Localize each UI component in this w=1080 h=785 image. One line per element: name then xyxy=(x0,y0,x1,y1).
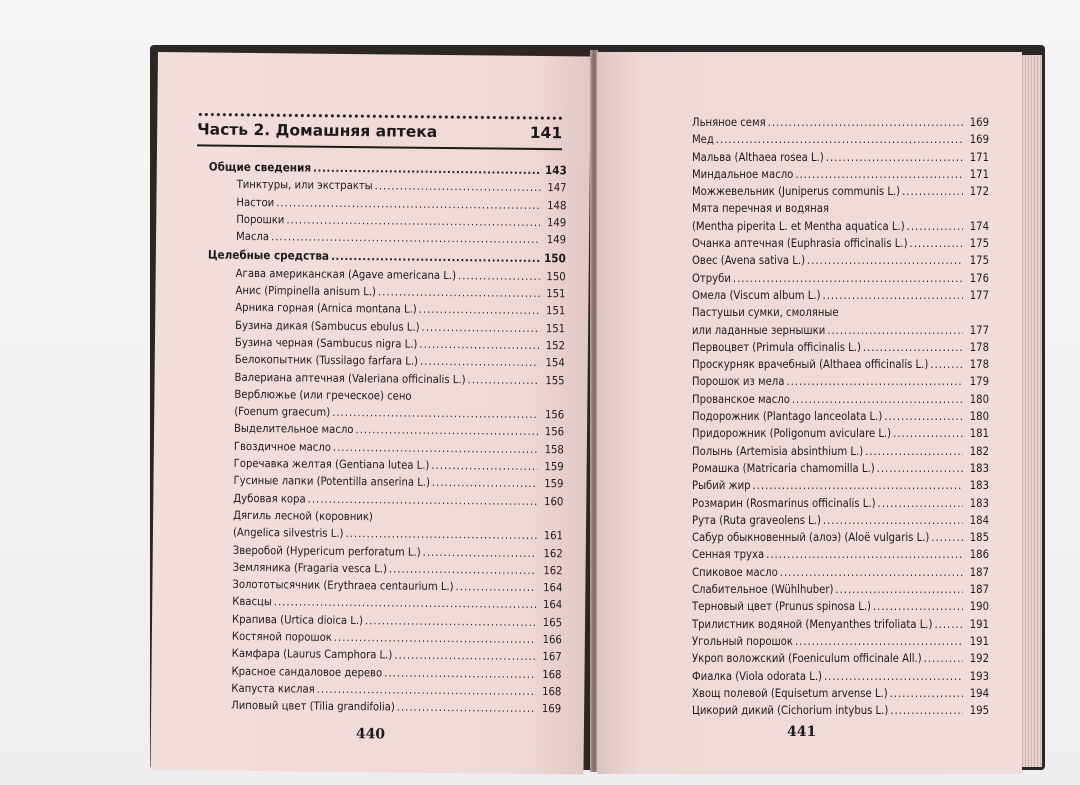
toc-leader-dots xyxy=(910,235,964,252)
toc-entry-page: 149 xyxy=(546,215,567,230)
toc-entry-title: Полынь (Artemisia absinthium L.) xyxy=(692,444,864,458)
toc-entry xyxy=(664,218,989,235)
toc-entry-title: Хвощ полевой (Equisetum arvense L.) xyxy=(692,686,888,700)
toc-entry-page: 169 xyxy=(969,133,989,147)
toc-entry xyxy=(664,598,989,615)
toc-leader-dots xyxy=(884,408,963,425)
toc-entry xyxy=(664,546,989,563)
part-page: 141 xyxy=(529,123,563,143)
toc-entry xyxy=(664,391,989,408)
toc-entry-page: 177 xyxy=(969,323,989,337)
toc-entry-title: Пастушьи сумки, смоляные xyxy=(692,306,839,320)
toc-entry-page: 175 xyxy=(969,237,989,251)
toc-entry-title: Можжевельник (Juniperus communis L.) xyxy=(692,185,901,199)
toc-entry-title: Придорожник (Poligonum aviculare L.) xyxy=(692,427,892,441)
toc-entry-page: 187 xyxy=(969,583,989,597)
toc-entry-page: 179 xyxy=(969,375,989,389)
toc-entry-title: Омела (Viscum album L.) xyxy=(692,288,821,302)
toc-leader-dots xyxy=(907,218,963,235)
toc-leader-dots xyxy=(931,529,963,546)
toc-leader-dots xyxy=(865,443,963,460)
toc-entry xyxy=(664,270,989,287)
toc-entry-title: Порошок из мела xyxy=(692,375,785,389)
toc-entry xyxy=(664,702,989,719)
toc-entry-title: Проскурняк врачебный (Althaea officinalis L.) xyxy=(692,358,929,372)
toc-entry-page: 190 xyxy=(969,600,989,614)
toc-entry xyxy=(664,616,989,633)
toc-entry-page: 167 xyxy=(542,650,562,664)
toc-leader-dots xyxy=(768,114,963,131)
toc-entry-page: 159 xyxy=(544,460,564,474)
toc-entry-page: 151 xyxy=(546,287,566,301)
toc-entry-title: Рута (Ruta graveolens L.) xyxy=(692,513,821,527)
toc-entry-page: 169 xyxy=(541,702,562,716)
toc-entry-page: 147 xyxy=(547,181,567,195)
toc-leader-dots xyxy=(873,598,963,615)
toc-leader-dots xyxy=(826,149,963,166)
toc-entry-title: Мальва (Althaea rosea L.) xyxy=(692,150,824,164)
toc-leader-dots xyxy=(397,699,536,718)
toc-leader-dots xyxy=(786,373,963,390)
toc-entry-page: 151 xyxy=(546,304,566,318)
toc-leader-dots xyxy=(877,460,963,477)
toc-leader-dots xyxy=(924,650,963,667)
toc-entry-page: 183 xyxy=(969,479,989,493)
toc-leader-dots xyxy=(893,425,963,442)
toc-entry-page: 192 xyxy=(969,652,989,666)
toc-leader-dots xyxy=(271,228,540,248)
toc-leader-dots xyxy=(934,616,963,633)
toc-leader-dots xyxy=(835,581,963,598)
toc-entry-page: 155 xyxy=(545,373,565,387)
toc-entry-page: 165 xyxy=(542,615,563,629)
toc-entry-title: Порошки xyxy=(236,212,285,227)
toc-entry-title: Липовый цвет (Tilia grandifolia) xyxy=(231,699,395,714)
toc-entry-title: Подорожник (Plantago lanceolata L.) xyxy=(692,410,883,424)
toc-entry-title: Спиковое масло xyxy=(692,565,778,579)
toc-entry xyxy=(203,697,561,718)
toc-entry xyxy=(664,287,989,304)
toc-leader-dots xyxy=(890,702,963,719)
toc-leader-dots xyxy=(753,477,964,494)
toc-leader-dots xyxy=(345,525,537,544)
toc-entry-title: Мед xyxy=(692,133,714,147)
toc-entry-title: Первоцвет (Primula officinalis L.) xyxy=(692,340,861,354)
toc-entry xyxy=(664,460,989,477)
toc-entry-title: Верблюжье (или греческое) сено xyxy=(234,387,412,403)
toc-entry-title: Целебные средства xyxy=(207,248,330,264)
toc-entry-page: 182 xyxy=(969,444,989,458)
toc-entry-title: Укроп воложский (Foeniculum officinale All.) xyxy=(692,652,922,666)
toc-entry-title: Розмарин (Rosmarinus officinalis L.) xyxy=(692,496,876,510)
toc-entry-title: Бузина черная (Sambucus nigra L.) xyxy=(234,335,418,351)
toc-entry-title: Слабительное (Wühlhuber) xyxy=(692,583,834,597)
toc-entry-title: Фиалка (Viola odorata L.) xyxy=(692,669,822,683)
toc-entry-page: 166 xyxy=(542,633,562,647)
toc-entry-title: Цикорий дикий (Cichorium intybus L.) xyxy=(692,704,889,718)
toc-leader-dots xyxy=(458,267,540,285)
toc-entry-title: Сенная труха xyxy=(692,548,765,562)
toc-leader-dots xyxy=(332,404,538,423)
part-title: Часть 2. Домашняя аптека xyxy=(197,120,438,141)
toc-entry-title: Отруби xyxy=(692,271,731,285)
toc-entry-page: 150 xyxy=(546,269,566,284)
toc-entry-title: Земляника (Fragaria vesca L.) xyxy=(232,560,388,576)
toc-entry-title: Терновый цвет (Prunus spinosa L.) xyxy=(692,600,871,614)
toc-leader-dots xyxy=(355,422,538,441)
toc-entry-title: Мята перечная и водяная xyxy=(692,202,829,216)
toc-entry-page: 143 xyxy=(544,163,567,178)
toc-entry-title: Прованское масло xyxy=(692,392,790,406)
toc-entry-page: 148 xyxy=(547,198,567,212)
toc-entry-title: Горечавка желтая (Gentiana lutea L.) xyxy=(233,456,430,472)
toc-entry xyxy=(664,304,989,321)
toc-entry-page: 161 xyxy=(543,529,564,543)
toc-entry-page: 178 xyxy=(969,358,989,372)
toc-entry-page: 191 xyxy=(969,634,989,648)
toc-entry-page: 156 xyxy=(544,408,565,422)
toc-leader-dots xyxy=(878,495,963,512)
toc-leader-dots xyxy=(375,178,541,197)
toc-leader-dots xyxy=(378,283,540,302)
right-page xyxy=(597,52,1022,774)
toc-leader-dots xyxy=(331,248,540,267)
toc-leader-dots xyxy=(333,439,538,458)
toc-right xyxy=(664,114,989,719)
toc-leader-dots xyxy=(795,166,963,183)
toc-entry xyxy=(664,200,989,217)
toc-leader-dots xyxy=(455,578,536,596)
toc-leader-dots xyxy=(930,356,963,373)
toc-entry xyxy=(664,339,989,356)
toc-entry-title: (Angelica silvestris L.) xyxy=(232,526,344,541)
toc-entry-page: 158 xyxy=(544,442,564,457)
toc-entry-page: 169 xyxy=(969,116,989,129)
page-number-left: 440 xyxy=(355,726,386,743)
toc-entry-page: 184 xyxy=(969,513,989,527)
part-header-dotted-rule xyxy=(197,112,562,120)
page-number-right: 441 xyxy=(787,724,817,740)
toc-entry-title: Золототысячник (Erythraea centaurium L.) xyxy=(232,577,454,594)
toc-entry-title: Выделительное масло xyxy=(233,422,354,437)
toc-entry-page: 175 xyxy=(969,254,989,268)
toc-entry-title: Дягиль лесной (коровник) xyxy=(233,508,373,524)
toc-entry-title: Угольный порошок xyxy=(692,634,793,648)
toc-entry xyxy=(664,443,989,460)
toc-leader-dots xyxy=(384,664,535,683)
toc-entry xyxy=(664,408,989,425)
toc-entry-title: Камфара (Laurus Camphora L.) xyxy=(231,647,393,662)
toc-entry-title: Костяной порошок xyxy=(231,629,332,644)
toc-entry-title: Крапива (Urtica dioica L.) xyxy=(231,612,364,627)
toc-entry-title: Тинктуры, или экстракты xyxy=(236,178,373,193)
toc-leader-dots xyxy=(414,400,539,401)
toc-entry-title: Сабур обыкновенный (алоэ) (Aloë vulgaris L.) xyxy=(692,531,930,545)
toc-entry-title: Гвоздичное масло xyxy=(233,439,331,454)
toc-leader-dots xyxy=(334,629,536,648)
toc-entry-page: 178 xyxy=(969,340,989,354)
toc-leader-dots xyxy=(423,543,537,561)
toc-entry-page: 195 xyxy=(969,704,989,718)
toc-entry-title: Овес (Avena sativa L.) xyxy=(692,254,806,268)
toc-entry-page: 152 xyxy=(545,339,566,353)
toc-entry-page: 176 xyxy=(969,271,989,285)
toc-leader-dots xyxy=(890,685,963,702)
toc-entry xyxy=(664,235,989,252)
page-edges xyxy=(1020,55,1042,767)
toc-entry xyxy=(664,668,989,685)
toc-entry xyxy=(664,495,989,512)
toc-leader-dots xyxy=(389,560,537,579)
toc-entry xyxy=(664,114,989,131)
toc-leader-dots xyxy=(375,520,537,522)
toc-entry-page: 172 xyxy=(969,185,989,199)
toc-leader-dots xyxy=(827,322,963,339)
toc-entry-title: Агава американская (Agave americana L.) xyxy=(235,266,457,282)
toc-entry-title: Красное сандаловое дерево xyxy=(231,664,383,679)
toc-entry-page: 186 xyxy=(969,548,989,562)
toc-entry-page: 183 xyxy=(969,496,989,510)
toc-entry-page: 168 xyxy=(542,667,562,681)
toc-entry-page: 177 xyxy=(969,288,989,302)
toc-entry-page: 180 xyxy=(969,410,989,424)
toc-entry-page: 174 xyxy=(969,219,989,233)
toc-entry-page: 149 xyxy=(546,233,567,247)
toc-entry-page: 159 xyxy=(544,477,564,491)
toc-entry-page: 181 xyxy=(969,427,989,441)
toc-entry-title: Миндальное масло xyxy=(692,167,794,181)
toc-entry-title: Рыбий жир xyxy=(692,479,751,493)
toc-entry-page: 168 xyxy=(542,684,562,699)
toc-leader-dots xyxy=(419,301,540,320)
toc-entry-page: 154 xyxy=(545,356,565,370)
toc-entry xyxy=(664,477,989,494)
toc-entry-title: Трилистник водяной (Menyanthes trifoliata L.) xyxy=(692,617,933,631)
toc-entry-title: Квасцы xyxy=(232,595,272,609)
toc-entry-page: 160 xyxy=(544,494,564,508)
toc-leader-dots xyxy=(419,336,539,355)
toc-entry-title: Зверобой (Hypericum perforatum L.) xyxy=(232,543,421,559)
toc-entry xyxy=(664,252,989,269)
toc-entry-page: 162 xyxy=(543,563,563,578)
toc-entry-title: Общие сведения xyxy=(208,159,312,175)
toc-leader-dots xyxy=(421,318,539,337)
toc-entry-page: 185 xyxy=(969,531,989,545)
toc-leader-dots xyxy=(823,287,964,304)
toc-leader-dots xyxy=(902,183,963,200)
toc-entry xyxy=(664,633,989,650)
toc-entry xyxy=(664,373,989,390)
toc-left xyxy=(203,157,567,718)
toc-entry-title: Валериана аптечная (Valeriana officinalis L.) xyxy=(234,370,466,386)
toc-leader-dots xyxy=(365,612,536,631)
toc-entry-page: 162 xyxy=(543,546,563,560)
toc-entry xyxy=(664,183,989,200)
toc-leader-dots xyxy=(795,633,963,650)
toc-leader-dots xyxy=(431,457,537,475)
toc-entry-title: Масла xyxy=(236,230,270,244)
toc-entry-title: Гусиные лапки (Potentilla anserina L.) xyxy=(233,474,431,490)
toc-entry-page: 156 xyxy=(544,425,565,439)
toc-entry-page: 191 xyxy=(969,617,989,631)
toc-leader-dots xyxy=(394,647,536,666)
toc-leader-dots xyxy=(432,474,538,492)
toc-entry xyxy=(664,685,989,702)
toc-entry xyxy=(664,322,989,339)
toc-entry xyxy=(664,529,989,546)
toc-entry-title: или ладанные зернышки xyxy=(692,323,826,337)
toc-entry-title: (Mentha piperita L. et Mentha aquatica L.) xyxy=(692,219,905,233)
toc-entry-title: Настои xyxy=(236,195,275,209)
toc-entry-title: Льняное семя xyxy=(692,116,766,129)
toc-leader-dots xyxy=(780,564,963,581)
toc-entry-page: 194 xyxy=(969,686,989,700)
toc-entry-title: Белокопытник (Tussilago farfara L.) xyxy=(234,353,419,369)
toc-entry xyxy=(664,149,989,166)
toc-leader-dots xyxy=(824,668,963,685)
toc-entry-title: (Foenum graecum) xyxy=(234,404,331,419)
toc-leader-dots xyxy=(823,512,963,529)
toc-entry-page: 183 xyxy=(969,461,989,475)
toc-entry xyxy=(208,228,566,249)
toc-entry-title: Очанка аптечная (Euphrasia officinalis L.) xyxy=(692,237,908,251)
toc-entry-title: Бузина дикая (Sambucus ebulus L.) xyxy=(235,318,420,334)
toc-leader-dots xyxy=(716,131,963,148)
toc-entry xyxy=(664,512,989,529)
left-page xyxy=(150,52,590,774)
toc-entry-title: Ромашка (Matricaria chamomilla L.) xyxy=(692,461,875,475)
toc-entry-title: Дубовая кора xyxy=(233,491,306,506)
toc-entry-page: 164 xyxy=(542,598,563,612)
toc-entry xyxy=(664,166,989,183)
toc-entry-page: 171 xyxy=(969,150,989,164)
toc-entry-page: 164 xyxy=(543,581,563,595)
toc-leader-dots xyxy=(766,546,963,563)
toc-entry-page: 193 xyxy=(969,669,989,683)
toc-entry xyxy=(664,564,989,581)
toc-leader-dots xyxy=(792,391,963,408)
toc-leader-dots xyxy=(467,371,538,389)
toc-entry-title: Капуста кислая xyxy=(231,681,315,696)
toc-entry-page: 151 xyxy=(545,321,566,335)
part-header-rule xyxy=(197,144,562,150)
toc-entry xyxy=(664,425,989,442)
toc-entry-page: 171 xyxy=(969,167,989,181)
toc-leader-dots xyxy=(733,270,963,287)
toc-entry xyxy=(664,581,989,598)
toc-entry-page: 187 xyxy=(969,565,989,579)
toc-leader-dots xyxy=(420,353,539,372)
toc-entry-title: Арника горная (Arnica montana L.) xyxy=(235,301,417,317)
toc-entry-title: Анис (Pimpinella anisum L.) xyxy=(235,283,377,299)
toc-leader-dots xyxy=(863,339,963,356)
toc-leader-dots xyxy=(807,252,963,269)
toc-entry xyxy=(664,356,989,373)
toc-entry-page: 180 xyxy=(969,392,989,406)
part-header xyxy=(197,120,562,142)
toc-entry-page: 150 xyxy=(544,251,566,266)
toc-entry xyxy=(664,131,989,148)
toc-entry xyxy=(664,650,989,667)
